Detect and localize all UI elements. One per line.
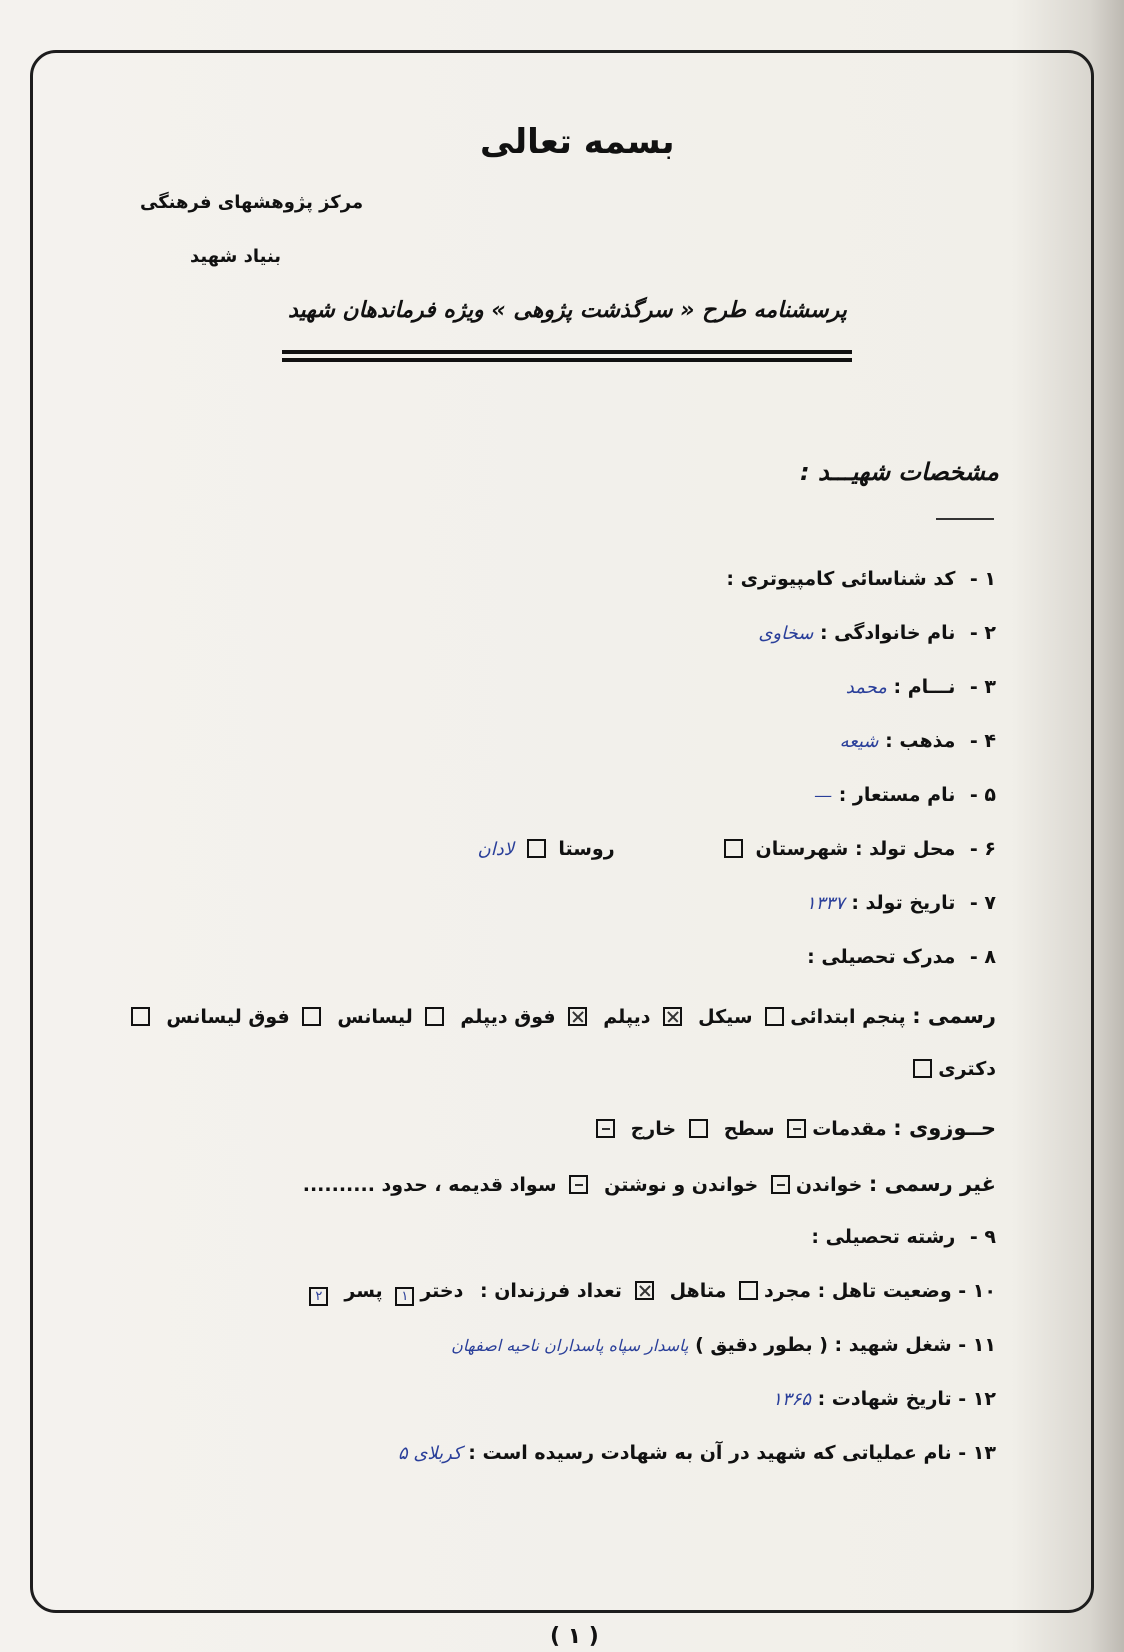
field-number: ۶ - — [969, 838, 996, 860]
seminary-label: حــوزوی : — [893, 1116, 996, 1140]
reading-checkbox[interactable] — [771, 1175, 790, 1194]
page-number: ( ۱ ) — [550, 1624, 599, 1649]
section-title: مشخصات شهیـــد : — [800, 458, 999, 486]
religion-value: شیعه — [839, 731, 879, 752]
single-label: مجرد — [764, 1280, 812, 1302]
option-label: پنجم ابتدائی — [790, 1006, 906, 1028]
org-line-1: مرکز پژوهشهای فرهنگی — [140, 192, 364, 213]
form-title: پرسشنامه طرح « سرگذشت پژوهی » ویژه فرماندهان شهید — [288, 298, 847, 323]
field-operation-name — [398, 1442, 996, 1464]
diploma-checkbox[interactable] — [568, 1007, 587, 1026]
field-number: ۵ - — [969, 784, 996, 806]
martyrdom-date-value: ۱۳۶۵ — [772, 1389, 811, 1410]
village-value: لادان — [477, 839, 515, 860]
reading-writing-checkbox[interactable] — [569, 1175, 588, 1194]
field-label: تاریخ تولد : — [851, 892, 956, 914]
cycle-checkbox[interactable] — [663, 1007, 682, 1026]
level-checkbox[interactable] — [689, 1119, 708, 1138]
field-occupation — [451, 1334, 996, 1356]
daughter-count-box[interactable]: ۱ — [395, 1287, 414, 1306]
field-last-name — [758, 622, 996, 644]
field-computer-code — [726, 568, 996, 590]
married-label: متاهل — [669, 1280, 727, 1302]
field-number: ۸ - — [969, 946, 996, 968]
option-label: فوق دیپلم — [460, 1006, 556, 1028]
informal-label: غیر رسمی : — [868, 1172, 996, 1196]
option-label: فوق لیسانس — [166, 1006, 290, 1028]
field-label: وضعیت تاهل : — [817, 1280, 952, 1302]
option-label: مقدمات — [812, 1118, 887, 1140]
field-number: ۴ - — [969, 730, 996, 752]
field-label: نـــام : — [893, 676, 956, 698]
seminary-education-row — [590, 1116, 996, 1140]
single-checkbox[interactable] — [739, 1281, 758, 1300]
field-number: ۹ - — [969, 1226, 996, 1248]
page-border — [30, 50, 1094, 1613]
field-label: مذهب : — [885, 730, 956, 752]
first-name-value: محمد — [845, 677, 887, 698]
section-underline — [936, 518, 994, 520]
married-checkbox[interactable] — [635, 1281, 654, 1300]
doctorate-checkbox[interactable] — [913, 1059, 932, 1078]
field-marital-status — [303, 1280, 996, 1306]
alias-value: — — [814, 785, 833, 806]
city-checkbox[interactable] — [724, 839, 743, 858]
field-number: ۳ - — [969, 676, 996, 698]
option-label: خارج — [630, 1118, 677, 1140]
option-label: دکتری — [938, 1058, 996, 1080]
title-rule-1 — [282, 350, 852, 354]
daughter-label: دختر — [420, 1280, 464, 1302]
informal-education-row — [293, 1172, 996, 1196]
village-label: روستا — [558, 838, 615, 860]
option-label: سواد قدیمه ، حدود .......... — [302, 1174, 557, 1196]
children-label: تعداد فرزندان : — [479, 1280, 622, 1302]
field-label: محل تولد : شهرستان — [755, 838, 956, 860]
field-label: نام خانوادگی : — [819, 622, 956, 644]
last-name-value: سخاوی — [758, 623, 814, 644]
doctorate-row — [907, 1058, 996, 1080]
option-label: سطح — [723, 1118, 775, 1140]
field-label: رشته تحصیلی : — [811, 1226, 956, 1248]
field-number: ۱۰ - — [958, 1280, 996, 1302]
elementary-checkbox[interactable] — [765, 1007, 784, 1026]
village-checkbox[interactable] — [527, 839, 546, 858]
field-education — [807, 946, 996, 968]
preliminary-checkbox[interactable] — [787, 1119, 806, 1138]
field-label: نام مستعار : — [838, 784, 956, 806]
field-number: ۱۱ - — [958, 1334, 996, 1356]
basmala: بسمه تعالی — [480, 122, 675, 162]
field-number: ۱ - — [969, 568, 996, 590]
title-rule-2 — [282, 358, 852, 362]
option-label: دیپلم — [603, 1006, 651, 1028]
birth-date-value: ۱۳۳۷ — [806, 893, 845, 914]
son-label: پسر — [344, 1280, 383, 1302]
son-count-box[interactable]: ۲ — [309, 1287, 328, 1306]
field-label: شغل شهید : ( بطور دقیق ) — [695, 1334, 952, 1356]
associate-checkbox[interactable] — [425, 1007, 444, 1026]
field-label: کد شناسائی کامپیوتری : — [726, 568, 956, 590]
field-number: ۲ - — [969, 622, 996, 644]
formal-education-row — [125, 1004, 996, 1028]
field-label: تاریخ شهادت : — [817, 1388, 952, 1410]
option-label: خواندن و نوشتن — [604, 1174, 759, 1196]
field-label: نام عملیاتی که شهید در آن به شهادت رسیده است : — [468, 1442, 952, 1464]
field-label: مدرک تحصیلی : — [807, 946, 956, 968]
field-first-name — [846, 676, 996, 698]
field-religion — [840, 730, 996, 752]
option-label: لیسانس — [337, 1006, 413, 1028]
master-checkbox[interactable] — [131, 1007, 150, 1026]
field-birth-date — [806, 892, 996, 914]
option-label: سیکل — [698, 1006, 753, 1028]
occupation-value: پاسدار سپاه پاسداران ناحیه اصفهان — [451, 1336, 689, 1355]
field-alias — [814, 784, 996, 806]
field-number: ۱۲ - — [958, 1388, 996, 1410]
formal-label: رسمی : — [912, 1004, 996, 1028]
operation-name-value: کربلای ۵ — [397, 1443, 462, 1464]
external-checkbox[interactable] — [596, 1119, 615, 1138]
bachelor-checkbox[interactable] — [302, 1007, 321, 1026]
org-line-2: بنیاد شهید — [190, 246, 282, 267]
field-birthplace — [478, 838, 996, 860]
field-major — [811, 1226, 996, 1248]
field-martyrdom-date — [772, 1388, 996, 1410]
field-number: ۱۳ - — [958, 1442, 996, 1464]
option-label: خواندن — [795, 1174, 863, 1196]
field-number: ۷ - — [969, 892, 996, 914]
